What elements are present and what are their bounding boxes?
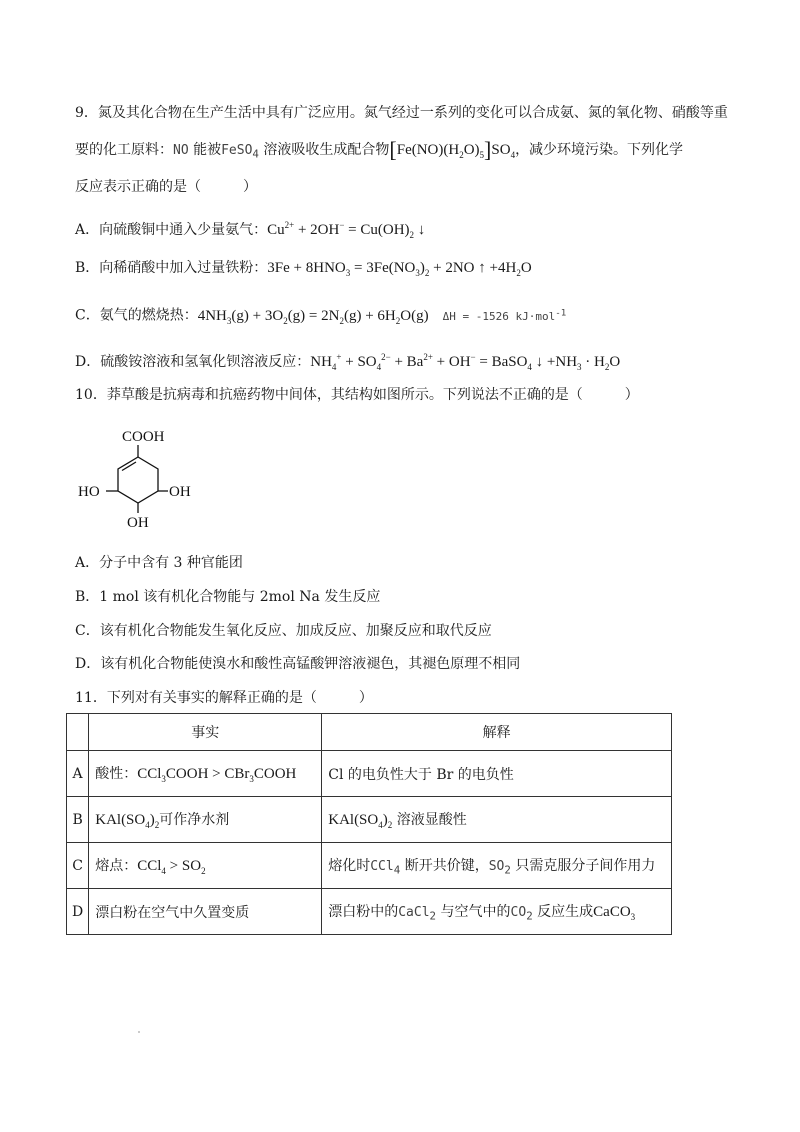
- row-letter: D: [67, 889, 89, 935]
- q10-option-d: D．该有机化合物能使溴水和酸性高锰酸钾溶液褪色，其褪色原理不相同: [75, 656, 521, 672]
- q9-option-a-equation: $Cu^{2+} + 2OH^- = Cu(OH)_2$ ↓: [267, 220, 426, 240]
- q9-line2-c: 溶液吸收生成配合物: [258, 142, 390, 158]
- header-fact: 事实: [89, 714, 322, 751]
- q9-option-a: A．向硫酸铜中通入少量氨气：$Cu^{2+} + 2OH^- = Cu(OH)_2$ ↓: [75, 220, 426, 240]
- q9-complex-formula: $[Fe(NO)(H_2O)_5]SO_4$: [389, 137, 516, 162]
- row-fact: $KAl(SO_4)_2$可作净水剂: [89, 797, 322, 843]
- table-header-row: [67, 714, 672, 751]
- q9-stem-line2: [75, 137, 684, 165]
- row-explain: $KAl(SO_4)_2$ 溶液显酸性: [322, 797, 672, 843]
- row-fact: 酸性：CCl$_3$COOH > CBr$_3$COOH: [89, 751, 322, 797]
- row-explain: 漂白粉中的CaCl$_2$ 与空气中的$CO_2$ 反应生成CaCO$_3$: [322, 889, 672, 935]
- q9-feso4: FeSO$_4$: [221, 143, 259, 161]
- mol-oh-right-label: OH: [169, 484, 191, 500]
- mol-cooh-label: COOH: [122, 429, 165, 445]
- row-letter: B: [67, 797, 89, 843]
- q9-stem-line1: 9．氮及其化合物在生产生活中具有广泛应用。氮气经过一系列的变化可以合成氨、氮的氧化物、硝酸等重: [75, 105, 728, 121]
- q11-stem: 11．下列对有关事实的解释正确的是（ ）: [75, 690, 373, 706]
- row-explain: Cl 的电负性大于 Br 的电负性: [322, 751, 672, 797]
- row-letter: A: [67, 751, 89, 797]
- stray-dot: [138, 1031, 140, 1033]
- row-fact: 漂白粉在空气中久置变质: [89, 889, 322, 935]
- table-row: [67, 889, 672, 935]
- q9-option-c: C．氨气的燃烧热：$4NH_3(g) + 3O_2(g) = 2N_2(g) + 6H_2O(g) \Delta H = -1526$ kJ·mol$^{-1}$: [75, 307, 567, 326]
- header-explain: 解释: [322, 714, 672, 751]
- header-blank: [67, 714, 89, 751]
- q9-option-b: B．向稀硝酸中加入过量铁粉：$3Fe + 8HNO_3 = 3Fe(NO_3)_2 + 2NO$ ↑ $+4H_2O$: [75, 260, 532, 278]
- shikimic-acid-structure: [78, 425, 198, 535]
- table-row: [67, 751, 672, 797]
- q9-stem-line3: 反应表示正确的是（ ）: [75, 179, 257, 195]
- mol-oh-bottom-label: OH: [127, 515, 149, 531]
- q9-option-d: D．硫酸铵溶液和氢氧化钡溶液反应：$NH_4^+ + SO_4^{2-} + Ba^{2+} + OH^-$ = BaSO$_4$ ↓ $+NH_3 \cdot H_2O$: [75, 352, 621, 372]
- table-row: [67, 843, 672, 889]
- q10-option-a: A．分子中含有 3 种官能团: [75, 555, 243, 571]
- row-explain: 熔化时CCl$_4$ 断开共价键，$SO_2$ 只需克服分子间作用力: [322, 843, 672, 889]
- mol-ho-left-label: HO: [78, 484, 100, 500]
- q9-no: NO: [173, 143, 189, 158]
- q10-stem: 10．莽草酸是抗病毒和抗癌药物中间体，其结构如图所示。下列说法不正确的是（ ）: [75, 387, 639, 403]
- row-fact: 熔点：$CCl_4 > SO_2$: [89, 843, 322, 889]
- q9-line2-d: ，减少环境污染。下列化学: [515, 142, 684, 158]
- q10-option-c: C．该有机化合物能发生氧化反应、加成反应、加聚反应和取代反应: [75, 623, 492, 639]
- table-row: [67, 797, 672, 843]
- q9-option-d-equation: $NH_4^+ + SO_4^{2-} + Ba^{2+} + OH^-$ = BaSO$_4$ ↓ $+NH_3 \cdot H_2O$: [310, 352, 621, 372]
- q9-line2-a: 要的化工原料：: [75, 142, 173, 158]
- q10-option-b: B．1 mol 该有机化合物能与 2mol Na 发生反应: [75, 589, 381, 605]
- row-letter: C: [67, 843, 89, 889]
- q9-option-c-equation: $4NH_3(g) + 3O_2(g) = 2N_2(g) + 6H_2O(g)$: [197, 307, 429, 326]
- q9-line2-b: 能被: [188, 142, 222, 158]
- q9-option-b-equation: $3Fe + 8HNO_3 = 3Fe(NO_3)_2 + 2NO$ ↑ $+4H_2O$: [267, 260, 532, 278]
- q11-table: [66, 713, 672, 935]
- q9-option-c-enthalpy: ΔH = -1526 kJ·mol$^{-1}$: [442, 307, 567, 323]
